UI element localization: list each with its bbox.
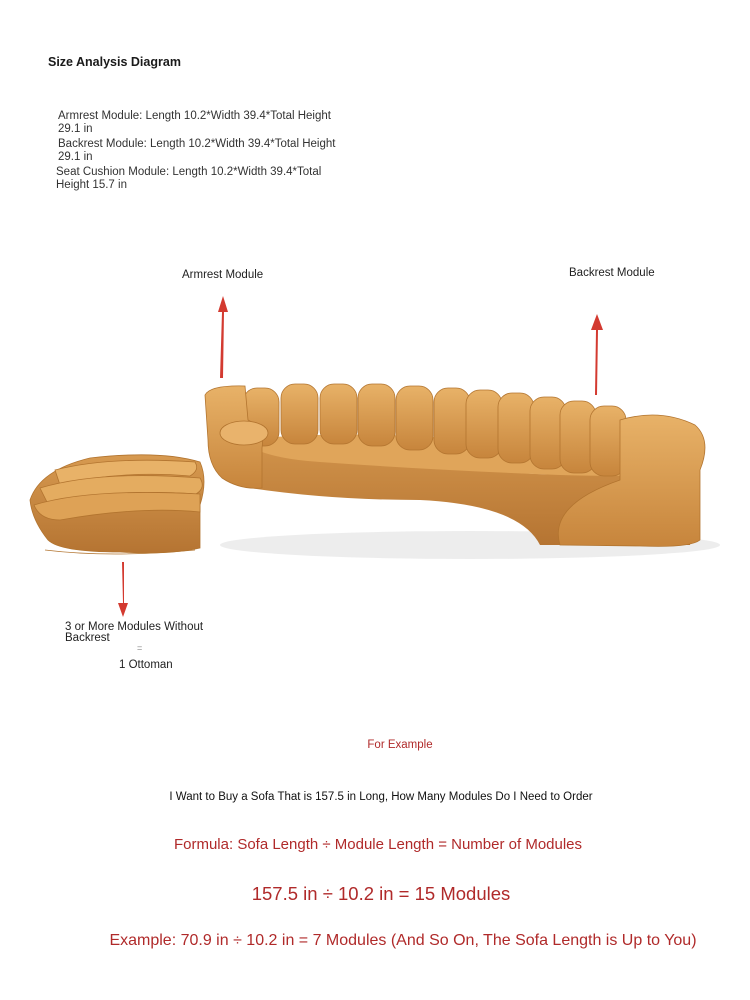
arrow-backrest-icon <box>591 314 603 395</box>
formula-text: Formula: Sofa Length ÷ Module Length = Number of Modules <box>173 836 583 853</box>
backrest-module-label: Backrest Module <box>569 267 655 279</box>
ottoman-label: 1 Ottoman <box>119 659 173 671</box>
spec-seat-cushion: Seat Cushion Module: Length 10.2*Width 39.4*Total Height 15.7 in <box>56 166 322 191</box>
arrow-armrest-icon <box>218 296 228 378</box>
example-question: I Want to Buy a Sofa That is 157.5 in Long, How Many Modules Do I Need to Order <box>169 791 593 803</box>
armrest-module-label: Armrest Module <box>182 269 264 281</box>
example-note: Example: 70.9 in ÷ 10.2 in = 7 Modules (And So On, The Sofa Length is Up to You) <box>109 932 697 949</box>
modules-without-backrest-label: 3 or More Modules Without Backrest <box>65 621 204 644</box>
ottoman <box>30 455 204 554</box>
spec-backrest: Backrest Module: Length 10.2*Width 39.4*Total Height 29.1 in <box>58 138 336 163</box>
equals-sign: = <box>137 643 143 653</box>
example-heading: For Example <box>367 739 433 751</box>
calculation-text: 157.5 in ÷ 10.2 in = 15 Modules <box>251 883 511 904</box>
page-title: Size Analysis Diagram <box>48 55 181 69</box>
spec-armrest: Armrest Module: Length 10.2*Width 39.4*Total Height 29.1 in <box>58 110 331 135</box>
arrow-ottoman-icon <box>118 562 128 617</box>
